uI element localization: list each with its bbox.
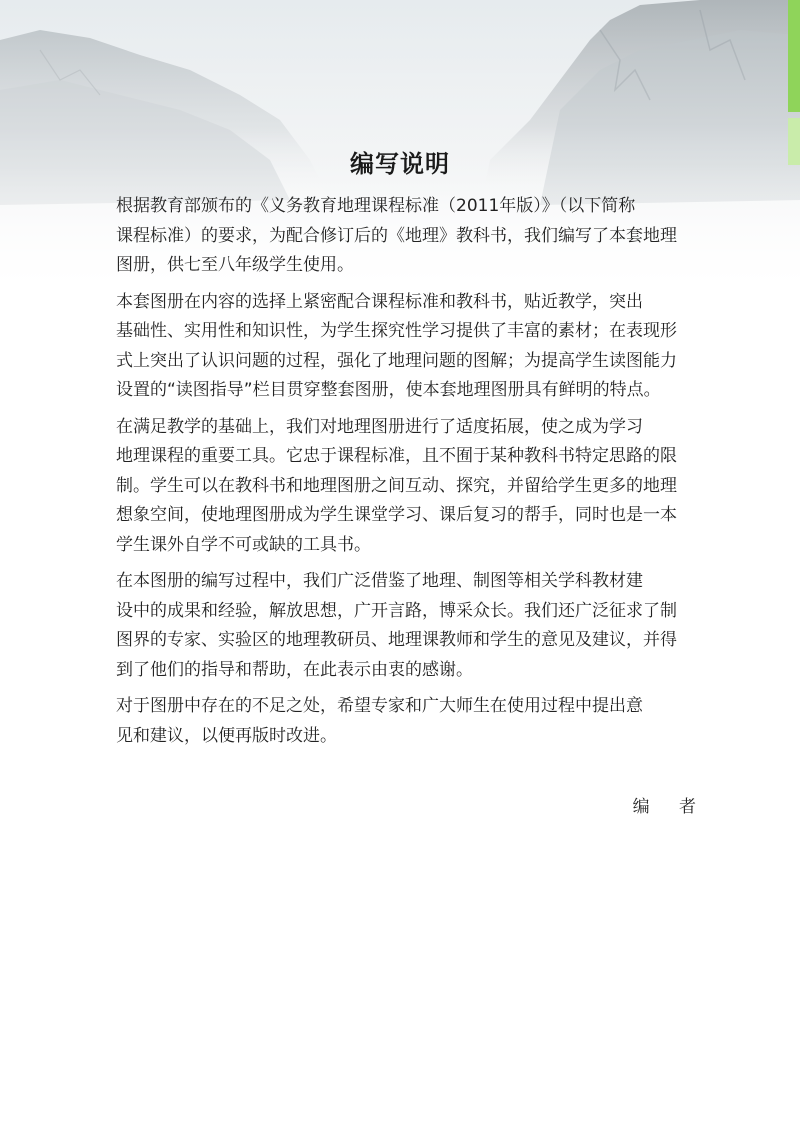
paragraph-2 <box>82 288 710 406</box>
text-line: 到了他们的指导和帮助，在此表示由衷的感谢。 <box>116 659 473 680</box>
text-line: 课程标准）的要求，为配合修订后的《地理》教科书，我们编写了本套地理 <box>116 225 677 246</box>
page-title: 编写说明 <box>350 150 450 178</box>
text-line: 见和建议，以便再版时改进。 <box>116 725 337 746</box>
text-line: 根据教育部颁布的《义务教育地理课程标准（2011年版）》（以下简称 <box>116 196 636 216</box>
text-line: 设中的成果和经验，解放思想，广开言路，博采众长。我们还广泛征求了制 <box>116 600 677 621</box>
text-line: 图界的专家、实验区的地理教研员、地理课教师和学生的意见及建议，并得 <box>116 630 677 650</box>
text-line: 想象空间，使地理图册成为学生课堂学习、课后复习的帮手，同时也是一本 <box>116 505 677 525</box>
author-signature: 编 者 <box>632 797 708 817</box>
paragraph-3 <box>82 413 710 561</box>
text-line: 制。学生可以在教科书和地理图册之间互动、探究，并留给学生更多的地理 <box>116 475 677 496</box>
body-text <box>82 192 710 758</box>
text-line: 图册，供七至八年级学生使用。 <box>116 255 354 275</box>
text-line: 对于图册中存在的不足之处，希望专家和广大师生在使用过程中提出意 <box>116 696 643 716</box>
text-line: 式上突出了认识问题的过程，强化了地理问题的图解；为提高学生读图能力 <box>116 350 677 371</box>
text-line: 在满足教学的基础上，我们对地理图册进行了适度拓展，使之成为学习 <box>116 416 643 437</box>
text-line: 基础性、实用性和知识性，为学生探究性学习提供了丰富的素材；在表现形 <box>116 321 677 341</box>
text-line: 设置的“读图指导”栏目贯穿整套图册，使本套地理图册具有鲜明的特点。 <box>116 380 661 400</box>
text-line: 本套图册在内容的选择上紧密配合课程标准和教科书，贴近教学，突出 <box>116 291 643 312</box>
text-line: 地理课程的重要工具。它忠于课程标准，且不囿于某种教科书特定思路的限 <box>116 446 677 466</box>
text-line: 在本图册的编写过程中，我们广泛借鉴了地理、制图等相关学科教材建 <box>116 571 643 591</box>
paragraph-4 <box>82 567 710 685</box>
green-edge-tab <box>788 0 800 165</box>
paragraph-1 <box>82 192 710 281</box>
text-line: 学生课外自学不可或缺的工具书。 <box>116 534 371 555</box>
paragraph-5 <box>82 692 710 751</box>
